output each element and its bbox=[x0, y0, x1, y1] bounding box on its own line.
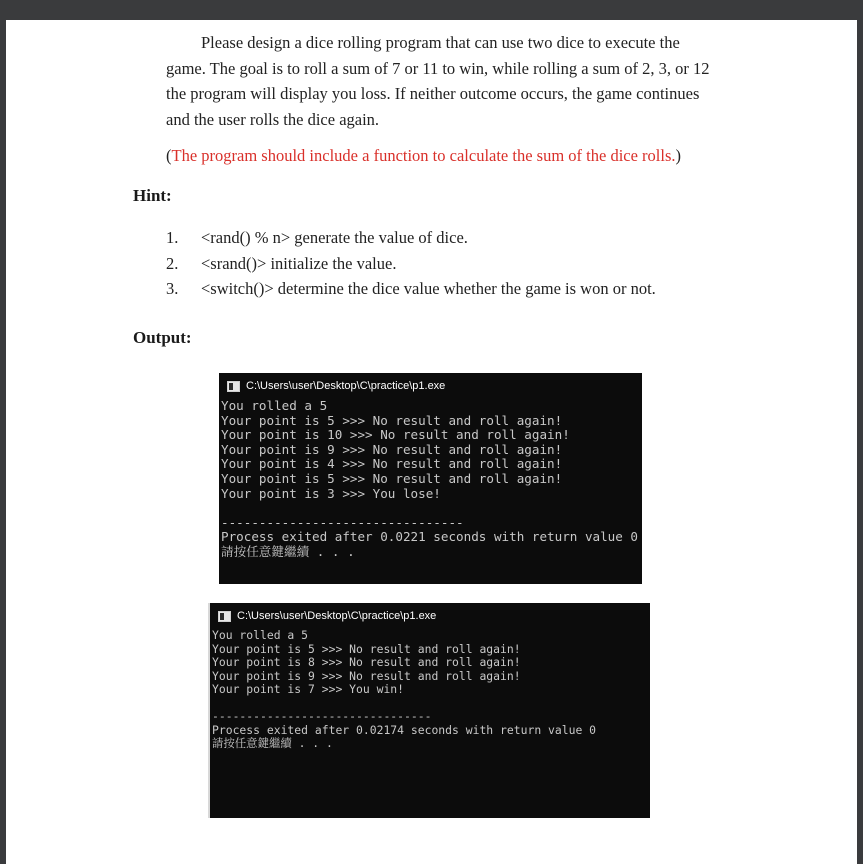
requirement-note-text: The program should include a function to calculate the sum of the dice rolls. bbox=[171, 146, 676, 165]
hint-item: 2. <srand()> initialize the value. bbox=[166, 253, 397, 273]
console-app-icon bbox=[218, 611, 231, 622]
console-window-lose bbox=[219, 373, 642, 584]
hint-item: 1. <rand() % n> generate the value of dice. bbox=[166, 228, 468, 247]
requirement-note: (The program should include a function to calculate the sum of the dice rolls.) bbox=[166, 146, 682, 165]
console-title: C:\Users\user\Desktop\C\practice\p1.exe bbox=[246, 380, 446, 392]
console-line: Process exited after 0.0221 seconds with return value 0 bbox=[221, 529, 639, 545]
console-separator: -------------------------------- bbox=[212, 709, 432, 723]
output-heading: Output: bbox=[133, 328, 192, 347]
console-title: C:\Users\user\Desktop\C\practice\p1.exe bbox=[237, 610, 437, 622]
console-window-win bbox=[210, 603, 650, 818]
console-titlebar bbox=[219, 373, 642, 399]
console-line: Your point is 7 >>> You win! bbox=[212, 682, 405, 696]
console-output bbox=[210, 629, 650, 751]
document-page bbox=[6, 20, 857, 864]
console-line: You rolled a 5 bbox=[212, 628, 309, 642]
hint-item: 3. <switch()> determine the dice value whether the game is won or not. bbox=[166, 279, 656, 298]
console-line: Your point is 5 >>> No result and roll again! bbox=[221, 470, 563, 486]
console-line: Your point is 9 >>> No result and roll again! bbox=[212, 668, 521, 683]
console-line: Your point is 9 >>> No result and roll again! bbox=[221, 441, 563, 457]
console-line: You rolled a 5 bbox=[221, 398, 328, 413]
console-titlebar bbox=[210, 603, 650, 629]
console-output bbox=[219, 399, 642, 560]
hint-list bbox=[166, 225, 656, 302]
console-line: Your point is 8 >>> No result and roll again! bbox=[212, 655, 521, 669]
console-line: Your point is 5 >>> No result and roll again! bbox=[212, 641, 521, 656]
console-line: Your point is 4 >>> No result and roll again! bbox=[221, 456, 563, 472]
problem-line-1: Please design a dice rolling program that can use two dice to execute the bbox=[201, 33, 680, 52]
console-line: Your point is 10 >>> No result and roll again! bbox=[221, 427, 570, 443]
console-line: 請按任意鍵繼續 . . . bbox=[221, 543, 355, 559]
console-app-icon bbox=[227, 381, 240, 392]
console-line: Your point is 3 >>> You lose! bbox=[221, 485, 441, 501]
hint-heading: Hint: bbox=[133, 186, 172, 205]
console-separator: -------------------------------- bbox=[221, 514, 464, 530]
console-line: Your point is 5 >>> No result and roll again! bbox=[221, 412, 563, 428]
problem-line-2: game. The goal is to roll a sum of 7 or 11 to win, while rolling a sum of 2, 3, or 12 bbox=[166, 58, 710, 78]
console-line: Process exited after 0.02174 seconds with return value 0 bbox=[212, 722, 597, 737]
problem-line-3: the program will display you loss. If neither outcome occurs, the game continues bbox=[166, 84, 700, 103]
console-line: 請按任意鍵繼續 . . . bbox=[212, 736, 333, 750]
problem-line-4: and the user rolls the dice again. bbox=[166, 109, 380, 129]
problem-paragraph bbox=[166, 30, 732, 132]
